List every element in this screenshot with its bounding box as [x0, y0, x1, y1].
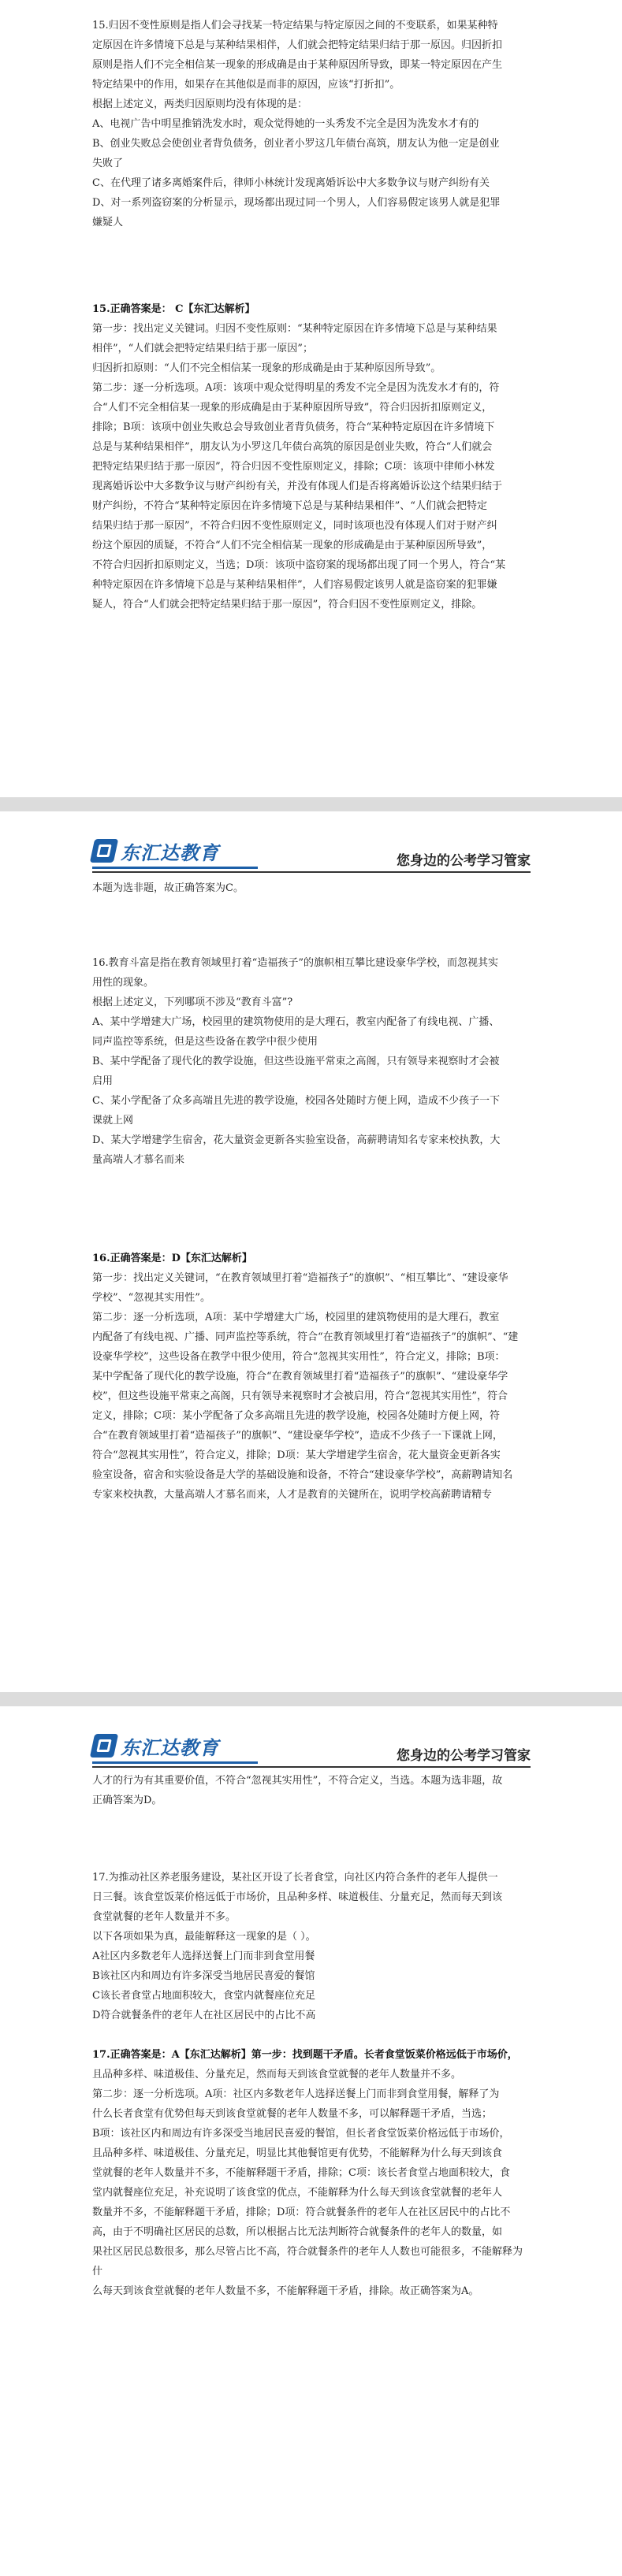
document-page-1	[0, 0, 622, 797]
question-line: 课就上网	[92, 1115, 134, 1127]
question-line: C该长者食堂占地面积较大，食堂内就餐座位充足	[92, 1990, 315, 2002]
question-line: 日三餐。该食堂饭菜价格远低于市场价，且品种多样、味道极佳、分量充足，然而每天到该	[92, 1891, 503, 1903]
logo-text: 东汇达教育	[121, 1736, 219, 1759]
header-slogan: 您身边的公考学习管家	[397, 853, 531, 869]
answer-line: 么每天到该食堂就餐的老年人数量不多，不能解释题干矛盾，排除。故正确答案为A。	[92, 2285, 479, 2297]
answer-17	[92, 2045, 531, 2301]
question-line: A社区内多数老年人选择送餐上门而非到食堂用餐	[92, 1951, 315, 1962]
question-line: 15.归因不变性原则是指人们会寻找某一特定结果与特定原因之间的不变联系，如果某种特	[92, 20, 498, 32]
answer-line: 正确答案为D。	[92, 1795, 162, 1806]
answer-16	[92, 1249, 531, 1505]
question-line: A、某中学增建大广场，校园里的建筑物使用的是大理石，教室内配备了有线电视、广播、	[92, 1016, 500, 1028]
question-16	[92, 953, 531, 1170]
question-line: 17.为推动社区养老服务建设，某社区开设了长者食堂，向社区内符合条件的老年人提供一	[92, 1872, 498, 1884]
answer-line: 17.正确答案是：A【东汇达解析】第一步：找到题干矛盾。长者食堂饭菜价格远低于市场价，	[92, 2049, 518, 2061]
question-15	[92, 16, 531, 232]
question-line: B、某中学配备了现代化的教学设施，但这些设施平常束之高阁，只有领导来视察时才会被	[92, 1056, 500, 1067]
answer-line: 15.正确答案是： C【东汇达解析】	[92, 303, 255, 315]
answer-line: 第一步：找出定义关键词，“在教育领域里打着“造福孩子”的旗帜”、“相互攀比”、“建设豪华	[92, 1272, 508, 1284]
question-line: C、在代理了诸多离婚案件后，律师小林统计发现离婚诉讼中大多数争议与财产纠纷有关	[92, 177, 490, 189]
answer-line: 相伴”，“人们就会把特定结果归结于那一原因”；	[92, 343, 313, 354]
answer-line: 果社区居民总数很多，那么尽管占比不高，符合就餐条件的老年人人数也可能很多，不能解释为什	[92, 2246, 523, 2277]
page-header	[92, 827, 531, 882]
question-line: 原则是指人们不完全相信某一现象的形成确是由于某种原因所导致，即某一特定原因在产生	[92, 59, 503, 71]
question-line: 启用	[92, 1075, 114, 1087]
question-line: 16.教育斗富是指在教育领域里打着“造福孩子”的旗帜相互攀比建设豪华学校，而忽视其实	[92, 957, 498, 969]
answer-line: 验室设备，宿舍和实验设备是大学的基础设施和设备，不符合“建设豪华学校”，高薪聘请知名	[92, 1469, 513, 1481]
question-line: 失败了	[92, 158, 124, 169]
answer-line: 纷这个原因的质疑，不符合“人们不完全相信某一现象的形成确是由于某种原因所导致”，	[92, 540, 493, 551]
answer-line: 归因折扣原则：“人们不完全相信某一现象的形成确是由于某种原因所导致”。	[92, 362, 441, 374]
question-line: 量高端人才慕名而来	[92, 1154, 185, 1166]
answer-line: 排除；B项：该项中创业失败总会导致创业者背负债务，符合“某种特定原因在许多情境下	[92, 421, 495, 433]
document-page-2	[0, 811, 622, 1692]
answer-line: 第二步：逐一分析选项，A项：某中学增建大广场，校园里的建筑物使用的是大理石，教室	[92, 1312, 500, 1323]
answer-15	[92, 299, 531, 614]
answer-line: 本题为选非题，故正确答案为C。	[92, 882, 244, 894]
answer-line: 不符合归因折扣原则定义，当选；D项：该项中盗窃案的现场都出现了同一个男人，符合“某	[92, 559, 506, 571]
logo-underline	[92, 1761, 258, 1764]
question-17	[92, 1868, 531, 2025]
question-line: 嫌疑人	[92, 217, 124, 228]
question-line: D、某大学增建学生宿舍，花大量资金更新各实验室设备，高薪聘请知名专家来校执教，大	[92, 1134, 501, 1146]
answer-16-text	[92, 1249, 531, 1505]
answer-line: B项：该社区内和周边有许多深受当地居民喜爱的餐馆，但长者食堂饭菜价格远低于市场价，	[92, 2128, 510, 2140]
answer-line: 把特定结果归结于那一原因”，符合归因不变性原则定义，排除；C项：该项中律师小林发	[92, 461, 495, 473]
answer-line: 专家来校执教，大量高端人才慕名而来，人才是教育的关键所在，说明学校高薪聘请精专	[92, 1489, 493, 1501]
answer-line: 堂内就餐座位充足，补充说明了该食堂的优点，不能解释为什么每天到该食堂就餐的老年人	[92, 2187, 503, 2199]
question-17-text	[92, 1868, 531, 2025]
answer-15-text	[92, 299, 531, 614]
answer-line: 什么长者食堂有优势但每天到该食堂就餐的老年人数量不多，可以解释题干矛盾，当选；	[92, 2108, 493, 2120]
answer-line: 第一步：找出定义关键词。归因不变性原则：“某种特定原因在许多情境下总是与某种结果	[92, 323, 497, 335]
answer-line: 16.正确答案是：D【东汇达解析】	[92, 1253, 252, 1264]
question-line: B该社区内和周边有许多深受当地居民喜爱的餐馆	[92, 1970, 315, 1982]
answer-line: 内配备了有线电视、广播、同声监控等系统，符合“在教育领域里打着“造福孩子”的旗帜”、“建	[92, 1331, 519, 1343]
page-header	[92, 1722, 531, 1777]
answer-line: 总是与某种结果相伴”，朋友认为小罗这几年债台高筑的原因是创业失败，符合“人们就会	[92, 441, 493, 453]
question-line: C、某小学配备了众多高端且先进的教学设施，校园各处随时方便上网，造成不少孩子一下	[92, 1095, 500, 1107]
header-rule	[92, 1766, 531, 1768]
question-line: 同声监控等系统，但是这些设备在教学中很少使用	[92, 1036, 318, 1048]
question-15-text	[92, 16, 531, 232]
logo-icon	[90, 839, 118, 863]
question-line: 以下各项如果为真，最能解释这一现象的是（ ）。	[92, 1931, 316, 1943]
answer-line: 定义，排除；C项：某小学配备了众多高端且先进的教学设施，校园各处随时方便上网，符	[92, 1410, 500, 1422]
answer-16-conclusion	[92, 1771, 531, 1810]
answer-15-conclusion-text	[92, 878, 531, 898]
answer-17-text	[92, 2045, 531, 2301]
answer-line: 校”，但这些设施平常束之高阁，只有领导来视察时才会被启用，符合“忽视其实用性”，符合	[92, 1390, 508, 1402]
question-line: 定原因在许多情境下总是与某种结果相伴，人们就会把特定结果归结于那一原因。归因折扣	[92, 39, 503, 51]
logo-icon	[90, 1734, 118, 1758]
answer-line: 结果归结于那一原因”，不符合归因不变性原则定义，同时该项也没有体现人们对于财产纠	[92, 520, 497, 532]
logo-underline	[92, 867, 258, 869]
question-line: D、对一系列盗窃案的分析显示，现场都出现过同一个男人，人们容易假定该男人就是犯罪	[92, 197, 501, 209]
question-line: D符合就餐条件的老年人在社区居民中的占比不高	[92, 2010, 316, 2021]
answer-line: 某中学配备了现代化的教学设施，符合“在教育领域里打着“造福孩子”的旗帜”、“建设豪华学	[92, 1371, 508, 1383]
answer-line: 学校”、“忽视其实用性”。	[92, 1292, 210, 1304]
answer-line: 合“人们不完全相信某一现象的形成确是由于某种原因所导致”，符合归因折扣原则定义，	[92, 402, 493, 414]
document-page-3	[0, 1706, 622, 2576]
page-gap	[0, 797, 622, 811]
answer-line: 财产纠纷，不符合“某种特定原因在许多情境下总是与某种结果相伴”、“人们就会把特定	[92, 500, 487, 512]
question-line: 特定结果中的作用，如果存在其他似是而非的原因，应该“打折扣”。	[92, 79, 400, 91]
answer-15-conclusion	[92, 878, 531, 898]
page-gap	[0, 1692, 622, 1706]
question-line: 根据上述定义，下列哪项不涉及“教育斗富”?	[92, 997, 293, 1008]
answer-line: 且品种多样、味道极佳、分量充足，明显比其他餐馆更有优势，不能解释为什么每天到该食	[92, 2147, 503, 2159]
answer-line: 设豪华学校”，这些设备在教学中很少使用，符合“忽视其实用性”，符合定义，排除；B项：	[92, 1351, 505, 1363]
question-line: 根据上述定义，两类归因原则均没有体现的是：	[92, 98, 308, 110]
answer-line: 第二步：逐一分析选项。A项：社区内多数老年人选择送餐上门而非到食堂用餐，解释了为	[92, 2088, 500, 2100]
answer-line: 数量并不多，不能解释题干矛盾，排除；D项：符合就餐条件的老年人在社区居民中的占比不	[92, 2207, 511, 2218]
answer-line: 高，由于不明确社区居民的总数，所以根据占比无法判断符合就餐条件的老年人的数量，如	[92, 2226, 503, 2238]
answer-line: 且品种多样、味道极佳、分量充足，然而每天到该食堂就餐的老年人数量并不多。	[92, 2069, 462, 2080]
logo-text: 东汇达教育	[121, 841, 219, 864]
header-slogan: 您身边的公考学习管家	[397, 1748, 531, 1764]
answer-16-conclusion-text	[92, 1771, 531, 1810]
brand-logo	[92, 1733, 219, 1758]
answer-line: 种特定原因在许多情境下总是与某种结果相伴”，人们容易假定该男人就是盗窃案的犯罪嫌	[92, 579, 497, 591]
answer-line: 疑人，符合“人们就会把特定结果归结于那一原因”，符合归因不变性原则定义，排除。	[92, 599, 482, 611]
question-line: B、创业失败总会使创业者背负债务，创业者小罗这几年债台高筑，朋友认为他一定是创业	[92, 138, 500, 150]
answer-line: 合“在教育领域里打着“造福孩子”的旗帜”、“建设豪华学校”，造成不少孩子一下课就上网，	[92, 1430, 503, 1442]
question-line: A、电视广告中明星推销洗发水时，观众觉得她的一头秀发不完全是因为洗发水才有的	[92, 118, 479, 130]
question-line: 食堂就餐的老年人数量并不多。	[92, 1911, 237, 1923]
answer-line: 人才的行为有其重要价值，不符合“忽视其实用性”，不符合定义，当选。本题为选非题，故	[92, 1775, 503, 1787]
answer-line: 堂就餐的老年人数量并不多，不能解释题干矛盾，排除；C项：该长者食堂占地面积较大，食	[92, 2167, 510, 2179]
brand-logo	[92, 838, 219, 863]
answer-line: 第二步：逐一分析选项。A项：该项中观众觉得明星的秀发不完全是因为洗发水才有的，符	[92, 382, 500, 394]
question-line: 用性的现象。	[92, 977, 155, 989]
answer-line: 符合“忽视其实用性”，符合定义，排除；D项：某大学增建学生宿舍，花大量资金更新各实	[92, 1449, 501, 1461]
answer-line: 现离婚诉讼中大多数争议与财产纠纷有关，并没有体现人们是否将离婚诉讼这个结果归结于	[92, 481, 503, 492]
question-16-text	[92, 953, 531, 1170]
header-rule	[92, 871, 531, 873]
